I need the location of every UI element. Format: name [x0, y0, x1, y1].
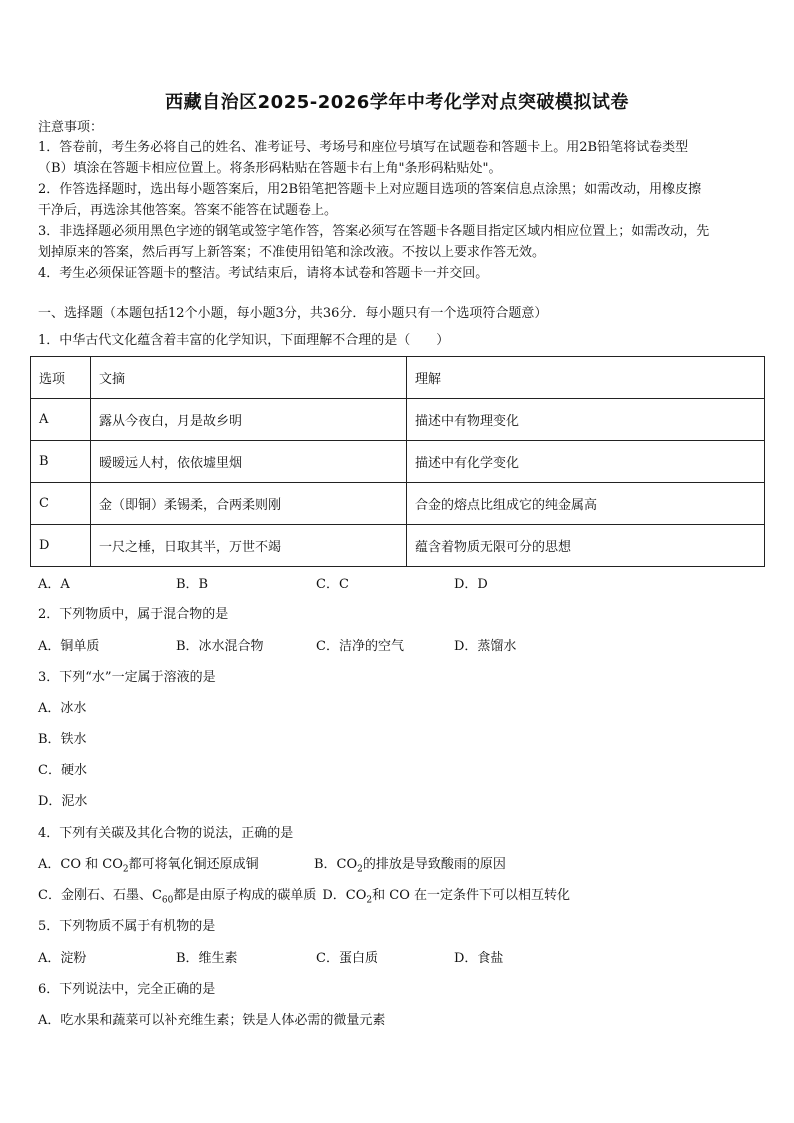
option-c: C．蛋白质 [316, 951, 378, 966]
option-c-text: C．金刚石、石墨、C [38, 888, 162, 903]
notice-line: 2．作答选择题时，选出每小题答案后，用2B铅笔把答题卡上对应题目选项的答案信息点涂黑；如需改动，用橡皮擦 [38, 182, 702, 197]
notice-line: （B）填涂在答题卡相应位置上。将条形码粘贴在答题卡右上角"条形码粘贴处"。 [38, 161, 502, 176]
option-b: B．冰水混合物 [176, 639, 264, 654]
notice-line: 1．答卷前，考生务必将自己的姓名、准考证号、考场号和座位号填写在试题卷和答题卡上。用2B铅笔将试卷类型 [38, 140, 689, 155]
table-cell: 一尺之棰，日取其半，万世不竭 [91, 525, 407, 567]
table-cell: 蕴含着物质无限可分的思想 [407, 525, 765, 567]
option-a [38, 856, 314, 879]
option-d [322, 887, 570, 910]
option-d: D．食盐 [454, 951, 504, 966]
table-cell: D [31, 525, 91, 567]
table-cell: 暧暧远人村，依依墟里烟 [91, 441, 407, 483]
option-b: B．铁水 [38, 732, 87, 747]
table-cell: C [31, 483, 91, 525]
exam-title: 西藏自治区2025-2026学年中考化学对点突破模拟试卷 [165, 92, 629, 113]
option-c: C．C [316, 577, 349, 592]
question-5-stem: 5．下列物质不属于有机物的是 [38, 919, 216, 934]
option-a: A．吃水果和蔬菜可以补充维生素；铁是人体必需的微量元素 [38, 1013, 386, 1028]
question-2-options [38, 638, 758, 656]
table-cell: 描述中有物理变化 [407, 399, 765, 441]
option-b-text-tail: 的排放是导致酸雨的原因 [362, 857, 506, 872]
option-a: A．冰水 [38, 701, 87, 716]
option-a: A．A [38, 577, 70, 592]
option-c-text-tail: 都是由原子构成的碳单质 [173, 888, 317, 903]
question-1-options [38, 576, 758, 594]
table-row [31, 441, 765, 483]
question-1-stem: 1．中华古代文化蕴含着丰富的化学知识，下面理解不合理的是（ ） [38, 333, 450, 348]
option-d-text: D．CO [322, 888, 367, 903]
option-b: B．B [176, 577, 209, 592]
table-cell: 合金的熔点比组成它的纯金属高 [407, 483, 765, 525]
option-a-text-tail: 都可将氧化铜还原成铜 [128, 857, 259, 872]
notice-line: 3．非选择题必须用黑色字迹的钢笔或签字笔作答，答案必须写在答题卡各题目指定区域内相应位置上；如需改动，先 [38, 224, 710, 239]
section-heading: 一、选择题（本题包括12个小题，每小题3分，共36分．每小题只有一个选项符合题意） [38, 306, 548, 321]
option-d: D．D [454, 577, 488, 592]
subscript: 2 [122, 864, 129, 875]
table-row [31, 399, 765, 441]
notice-heading: 注意事项： [38, 120, 104, 135]
option-a: A．铜单质 [38, 639, 100, 654]
table-header-cell: 理解 [407, 357, 765, 399]
subscript: 2 [366, 895, 373, 906]
table-cell: B [31, 441, 91, 483]
option-d-text-tail: 和 CO 在一定条件下可以相互转化 [372, 888, 571, 903]
option-c [38, 887, 316, 910]
table-row [31, 525, 765, 567]
subscript: 60 [161, 895, 174, 906]
question-3-stem: 3．下列“水”一定属于溶液的是 [38, 670, 216, 685]
table-header-cell: 文摘 [91, 357, 407, 399]
option-a-text: A．CO 和 CO [38, 857, 123, 872]
question-5-options [38, 950, 758, 968]
notice-line: 划掉原来的答案，然后再写上新答案；不准使用铅笔和涂改液。不按以上要求作答无效。 [38, 245, 546, 260]
table-cell: A [31, 399, 91, 441]
option-a: A．淀粉 [38, 951, 87, 966]
table-cell: 金（即铜）柔锡柔，合两柔则刚 [91, 483, 407, 525]
option-b [314, 856, 506, 879]
subscript: 2 [357, 864, 363, 875]
question-4-stem: 4．下列有关碳及其化合物的说法，正确的是 [38, 826, 294, 841]
option-d: D．蒸馏水 [454, 639, 517, 654]
option-d: D．泥水 [38, 794, 88, 809]
question-4-options-row2 [38, 887, 758, 910]
option-b-text: B．CO [314, 857, 358, 872]
option-c: C．硬水 [38, 763, 87, 778]
table-header-row [31, 357, 765, 399]
question-2-stem: 2．下列物质中，属于混合物的是 [38, 607, 229, 622]
table-cell: 描述中有化学变化 [407, 441, 765, 483]
option-b: B．维生素 [176, 951, 238, 966]
question-1-table [30, 356, 765, 567]
notice-line: 干净后，再选涂其他答案。答案不能答在试题卷上。 [38, 203, 338, 218]
table-row [31, 483, 765, 525]
table-cell: 露从今夜白，月是故乡明 [91, 399, 407, 441]
notice-line: 4．考生必须保证答题卡的整洁。考试结束后，请将本试卷和答题卡一并交回。 [38, 266, 489, 281]
table-header-cell: 选项 [31, 357, 91, 399]
question-4-options-row1 [38, 856, 758, 879]
option-c: C．洁净的空气 [316, 639, 404, 654]
question-6-stem: 6．下列说法中，完全正确的是 [38, 982, 216, 997]
